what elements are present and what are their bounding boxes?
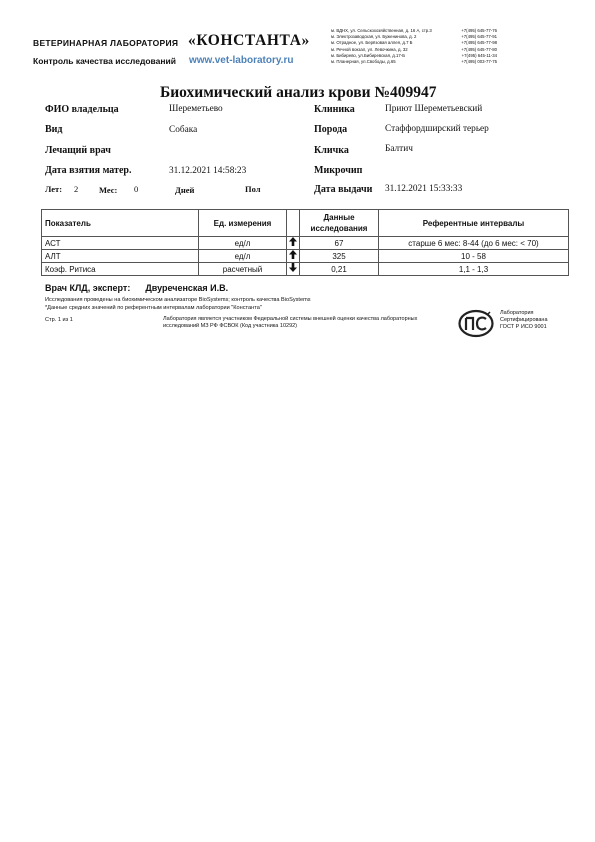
years-value: 2 (74, 184, 79, 194)
species-value: Собака (169, 125, 198, 135)
issue-date-value: 31.12.2021 15:33:33 (385, 184, 463, 194)
owner-value: Шереметьево (169, 104, 223, 114)
phone-line: +7(495) 645-77-76 (461, 28, 497, 33)
indicator-unit: ед/л (199, 237, 287, 250)
phone-line: +7(495) 645-77-80 (461, 46, 497, 52)
doctor-line (45, 283, 228, 293)
years-label: Лет: (45, 184, 63, 194)
arrow-down-icon (289, 263, 297, 272)
phone-line: +7(495) 003-77-75 (461, 59, 497, 65)
header-reference: Референтные интервалы (379, 210, 569, 237)
badge-line: Сертифицирована (500, 316, 548, 323)
pet-name-label: Кличка (314, 145, 349, 156)
doctor-label: Лечащий врач (45, 145, 111, 156)
address-line: м. ВДНХ, ул. Сельскохозяйственная, д. 16 А, стр.3 (331, 28, 432, 33)
analyzer-note: Исследования проведены на биохимическом анализаторе BioSystems; контроль качества BioSystems (45, 297, 311, 303)
header-flag (287, 210, 300, 237)
issue-date-label: Дата выдачи (314, 184, 373, 195)
flag-cell (287, 263, 300, 276)
lab-brand: «КОНСТАНТА» (188, 32, 310, 49)
lab-subtitle: Контроль качества исследований (33, 56, 176, 66)
clinic-label: Клиника (314, 104, 355, 115)
indicator-name: АЛТ (42, 250, 199, 263)
flag-cell (287, 250, 300, 263)
header-data-line1: Данные (323, 213, 355, 222)
website-link[interactable]: www.vet-laboratory.ru (189, 55, 294, 66)
reference-note: *Данные средних значений по референтным интервалам лаборатории "Константа" (45, 305, 262, 311)
address-line: м. Отрадное, ул. Берёзовая аллея, д.7 Б (331, 40, 413, 46)
header-unit: Ед. измерения (199, 210, 287, 237)
phone-line: +7(495) 645-77-98 (461, 40, 497, 46)
indicator-value: 0,21 (300, 263, 379, 276)
document-title: Биохимический анализ крови №409947 (160, 84, 437, 101)
microchip-label: Микрочип (314, 165, 363, 176)
breed-label: Порода (314, 124, 348, 135)
header-indicator: Показатель (42, 210, 199, 237)
arrow-up-icon (289, 250, 297, 259)
address-line: м. Речной вокзал, ул. Левочкина, д. 32 (331, 46, 408, 52)
indicator-value: 325 (300, 250, 379, 263)
lab-name: ВЕТЕРИНАРНАЯ ЛАБОРАТОРИЯ (33, 38, 179, 48)
pet-name-value: Балтич (385, 144, 413, 154)
header-data (300, 210, 379, 237)
indicator-value: 67 (300, 237, 379, 250)
indicator-reference: 1,1 - 1,3 (379, 263, 569, 276)
address-line: м. Планерная, ул.Свободы, д.65 (331, 59, 396, 65)
certification-text: Лаборатория является участником Федеральной системы внешней оценки качества лабораторных исследований МЗ РФ ФСВОК (Код участника 10292) (163, 316, 418, 329)
certification-logo-icon (458, 309, 494, 338)
table-row (42, 263, 569, 276)
indicator-reference: 10 - 58 (379, 250, 569, 263)
sample-date-label: Дата взятия матер. (45, 165, 132, 176)
days-label: Дней (175, 185, 195, 195)
page-number: Стр. 1 из 1 (45, 317, 73, 323)
months-value: 0 (134, 184, 139, 194)
indicator-unit: ед/л (199, 250, 287, 263)
indicator-reference: старше 6 мес: 8-44 (до 6 мес: < 70) (379, 237, 569, 250)
sample-date-value: 31.12.2021 14:58:23 (169, 166, 247, 176)
owner-label: ФИО владельца (45, 104, 119, 115)
arrow-up-icon (289, 237, 297, 246)
results-table (41, 209, 569, 276)
badge-line: Лаборатория (500, 310, 534, 316)
address-line: м. Электрозаводская, ул. Буженинова, д. 2 (331, 34, 417, 40)
header-data-line2: исследования (310, 224, 368, 233)
clinic-value: Приют Шереметьевский (385, 104, 483, 114)
breed-value: Стаффордширский терьер (385, 124, 489, 134)
phone-list (438, 28, 497, 65)
phone-line: +7(495) 645-77-91 (461, 34, 497, 40)
address-line: м. Бибирево, ул.Бибиревская, д.17-Б (331, 52, 406, 58)
phone-line: +7(495) 645-11-34 (461, 52, 497, 58)
flag-cell (287, 237, 300, 250)
certification-badge (500, 310, 548, 330)
sex-label: Пол (245, 184, 261, 194)
indicator-unit: расчетный (199, 263, 287, 276)
months-label: Мес: (99, 185, 118, 195)
indicator-name: АСТ (42, 237, 199, 250)
doctor-name: Двуреченская И.В. (145, 283, 229, 293)
doctor-title: Врач КЛД, эксперт: (45, 283, 131, 293)
table-row (42, 237, 569, 250)
badge-line: ГОСТ Р ИСО 9001 (500, 323, 547, 330)
table-row (42, 250, 569, 263)
results-header-row (42, 210, 569, 237)
indicator-name: Коэф. Ритиса (42, 263, 199, 276)
species-label: Вид (45, 124, 63, 135)
